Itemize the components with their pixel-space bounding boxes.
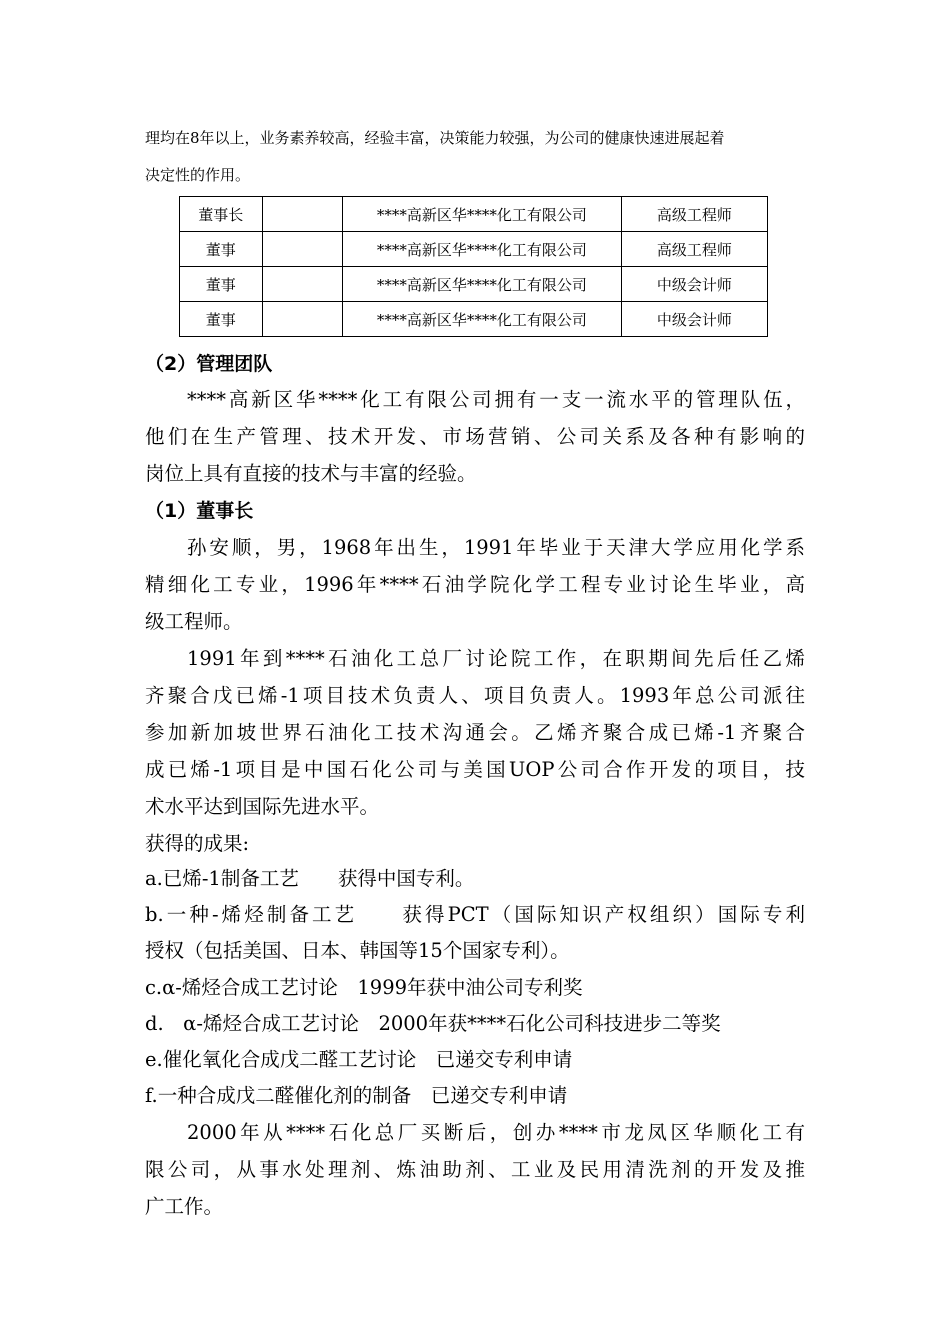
table-row [180,232,768,267]
paragraph-line: 成已烯-1项目是中国石化公司与美国UOP公司合作开发的项目，技 [145,758,805,781]
table-cell-qualification: 中级会计师 [621,302,767,337]
achievement-item: b.一种-烯烃制备工艺 获得PCT（国际知识产权组织）国际专利 [145,903,805,926]
paragraph-line: 广工作。 [145,1195,224,1218]
paragraph-line: 岗位上具有直接的技术与丰富的经验。 [145,462,477,485]
table-cell-company: ****高新区华****化工有限公司 [343,267,622,302]
achievement-item: c.α-烯烃合成工艺讨论 1999年获中油公司专利奖 [145,976,583,999]
paragraph-line: 孙安顺，男，1968年出生，1991年毕业于天津大学应用化学系 [187,536,805,559]
board-members-table [179,196,768,337]
achievement-item: f.一种合成戊二醛催化剂的制备 已递交专利申请 [145,1084,568,1107]
achievement-item: d. α-烯烃合成工艺讨论 2000年获****石化公司科技进步二等奖 [145,1012,721,1035]
paragraph-line: 级工程师。 [145,610,243,633]
paragraph-line: 他们在生产管理、技术开发、市场营销、公司关系及各种有影响的 [145,425,805,448]
paragraph-line: ****高新区华****化工有限公司拥有一支一流水平的管理队伍， [187,388,805,411]
achievement-item: 授权（包括美国、日本、韩国等15个国家专利）。 [145,939,570,962]
table-row [180,197,768,232]
table-cell-title: 董事 [180,267,263,302]
paragraph-line: 术水平达到国际先进水平。 [145,795,380,818]
table-cell-company: ****高新区华****化工有限公司 [343,197,622,232]
intro-line-2: 决定性的作用。 [145,166,251,184]
paragraph-line: 1991年到****石油化工总厂讨论院工作，在职期间先后任乙烯 [187,647,805,670]
heading-chairman: （1）董事长 [145,500,254,522]
table-cell-qualification: 中级会计师 [621,267,767,302]
table-row [180,302,768,337]
paragraph-line: 齐聚合戊已烯-1项目技术负责人、项目负责人。1993年总公司派往 [145,684,805,707]
table-cell-name [262,267,343,302]
table-cell-name [262,302,343,337]
table-cell-name [262,232,343,267]
table-cell-title: 董事长 [180,197,263,232]
paragraph-line: 限公司，从事水处理剂、炼油助剂、工业及民用清洗剂的开发及推 [145,1158,805,1181]
table-cell-qualification: 高级工程师 [621,197,767,232]
table-cell-name [262,197,343,232]
achievement-item: a.已烯-1制备工艺 获得中国专利。 [145,867,475,890]
table-cell-company: ****高新区华****化工有限公司 [343,232,622,267]
intro-line-1: 理均在8年以上，业务素养较高，经验丰富，决策能力较强，为公司的健康快速进展起着 [145,129,725,147]
table-row [180,267,768,302]
paragraph-line: 2000年从****石化总厂买断后，创办****市龙凤区华顺化工有 [187,1121,805,1144]
paragraph-line: 参加新加坡世界石油化工技术沟通会。乙烯齐聚合成已烯-1齐聚合 [145,721,805,744]
table-cell-title: 董事 [180,302,263,337]
table-cell-title: 董事 [180,232,263,267]
table-cell-qualification: 高级工程师 [621,232,767,267]
table-cell-company: ****高新区华****化工有限公司 [343,302,622,337]
achievement-item: e.催化氧化合成戊二醛工艺讨论 已递交专利申请 [145,1048,573,1071]
heading-management-team: （2）管理团队 [145,353,273,375]
paragraph-line: 获得的成果: [145,832,250,855]
paragraph-line: 精细化工专业，1996年****石油学院化学工程专业讨论生毕业，高 [145,573,805,596]
